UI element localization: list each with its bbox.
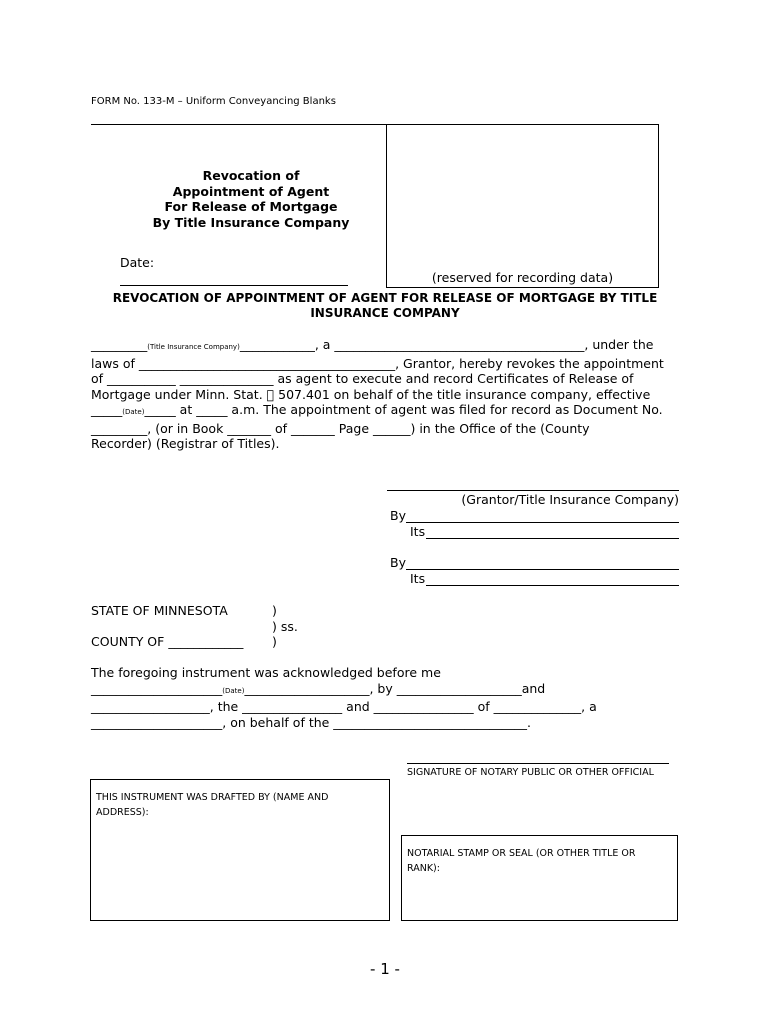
form-number: FORM No. 133-M – Uniform Conveyancing Blanks	[91, 96, 336, 107]
title-line-3: For Release of Mortgage	[164, 199, 338, 214]
title-line-4: By Title Insurance Company	[152, 214, 350, 230]
recording-data-label: (reserved for recording data)	[431, 270, 614, 285]
document-title-block	[91, 168, 411, 230]
notary-signature-line[interactable]	[407, 763, 669, 764]
body-line-4: Mortgage under Minn. Stat.   507.401 on behalf of the title insurance company, effective	[91, 386, 651, 402]
ack-line-2: _____________________(Date)____________________, by ____________________and	[91, 680, 546, 696]
recording-data-box	[386, 124, 659, 288]
ack-line-1: The foregoing instrument was acknowledged before me	[91, 665, 441, 680]
drafted-by-label: THIS INSTRUMENT WAS DRAFTED BY (NAME AND ADDRESS):	[96, 792, 329, 818]
its-line-1[interactable]	[426, 538, 679, 539]
header-rule	[91, 124, 387, 125]
body-line-2: laws of _________________________________________, Grantor, hereby revokes the appointment	[91, 355, 664, 371]
date-hint: (Date)	[122, 408, 145, 416]
date-label: Date:	[120, 255, 155, 270]
by-line-2[interactable]	[406, 569, 679, 570]
venue-ss: ) ss.	[272, 619, 298, 634]
by-label-1: By	[390, 508, 406, 523]
title-company-hint: (Title Insurance Company)	[147, 343, 240, 351]
revocation-paragraph	[91, 337, 681, 452]
main-title: REVOCATION OF APPOINTMENT OF AGENT FOR RELEASE OF MORTGAGE BY TITLE INSURANCE COMPANY	[112, 291, 658, 320]
notary-signature-caption: SIGNATURE OF NOTARY PUBLIC OR OTHER OFFICIAL	[407, 767, 654, 778]
venue-paren-3: )	[272, 634, 277, 649]
body-line-3: of ___________ _______________ as agent to execute and record Certificates of Release of	[91, 371, 634, 386]
ack-line-4: _____________________, on behalf of the _______________________________.	[91, 714, 532, 730]
county-label: COUNTY OF ____________	[91, 634, 244, 649]
title-line-1: Revocation of	[202, 168, 300, 183]
body-line-6: _________, (or in Book _______ of _______ Page ______) in the Office of the (County	[91, 420, 590, 436]
page-number: - 1 -	[370, 960, 400, 978]
notarial-stamp-box	[401, 835, 678, 921]
grantor-caption: (Grantor/Title Insurance Company)	[461, 492, 679, 507]
ack-date-hint: (Date)	[222, 686, 245, 695]
its-line-2[interactable]	[426, 585, 679, 586]
drafted-by-box	[90, 779, 390, 921]
its-label-1: Its	[410, 524, 426, 539]
by-line-1[interactable]	[406, 522, 679, 523]
body-line-7: Recorder) (Registrar of Titles).	[91, 436, 280, 451]
by-label-2: By	[390, 555, 406, 570]
venue-paren-1: )	[272, 603, 277, 618]
its-label-2: Its	[410, 571, 426, 586]
ack-line-3: ___________________, the ________________ and ________________ of ______________, a	[91, 699, 597, 714]
title-line-2: Appointment of Agent	[172, 183, 330, 199]
acknowledgment-paragraph	[91, 665, 681, 730]
state-label: STATE OF MINNESOTA	[91, 603, 228, 618]
body-line-5: _____(Date)_____ at _____ a.m. The appointment of agent was filed for record as Document No.	[91, 402, 663, 417]
date-line[interactable]	[120, 285, 348, 286]
notarial-stamp-label: NOTARIAL STAMP OR SEAL (OR OTHER TITLE OR RANK):	[407, 848, 636, 874]
grantor-signature-line[interactable]	[387, 490, 679, 491]
body-line-1: _________(Title Insurance Company)____________, a ________________________________________, under the	[91, 337, 654, 352]
